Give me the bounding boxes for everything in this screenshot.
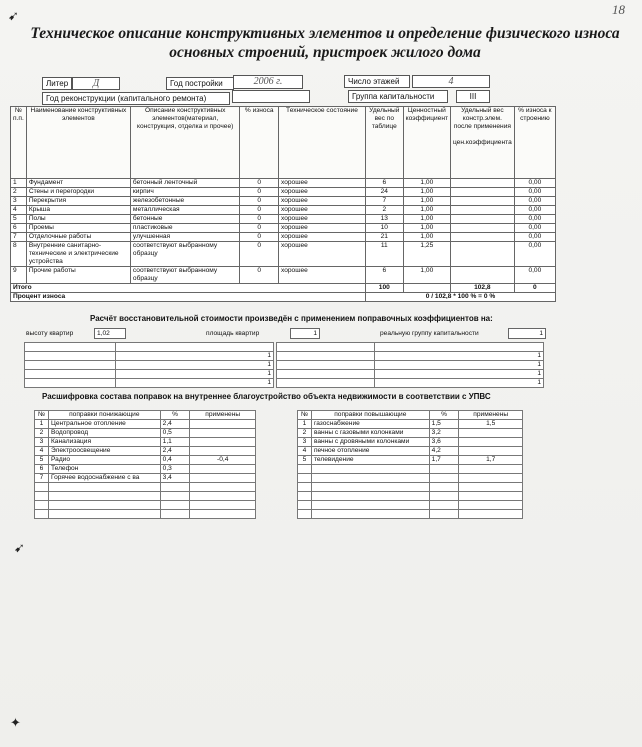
grid-value: 1 [374,370,543,379]
empty-cell [160,510,190,519]
correction-applied: 1,7 [459,456,523,465]
row-state: хорошее [279,267,366,284]
row-num: 7 [11,233,27,242]
empty-cell [190,492,256,501]
correction-name: Центральное отопление [48,420,160,429]
row-coef: 1,00 [403,215,450,224]
empty-cell [35,492,49,501]
row-state: хорошее [279,215,366,224]
list-item [35,429,256,438]
grid-cell [25,379,116,388]
row-wear-building: 0,00 [514,242,555,267]
correction-num: 3 [298,438,312,447]
row-share: 2 [365,206,403,215]
floors-value: 4 [412,75,490,88]
correction-num: 5 [35,456,49,465]
grid-row [277,370,544,379]
list-item [298,447,523,456]
row-description: пластиковые [130,224,240,233]
empty-cell [429,474,459,483]
row-num: 2 [11,188,27,197]
row-share: 13 [365,215,403,224]
row-name: Фундамент [26,179,130,188]
row-description: соответствуют выбранному образцу [130,242,240,267]
correction-applied [459,438,523,447]
empty-cell [459,510,523,519]
row-coef: 1,00 [403,188,450,197]
grid-value: 1 [374,379,543,388]
correction-applied [459,447,523,456]
list-item [35,438,256,447]
correction-num: 1 [298,420,312,429]
table-row [11,179,556,188]
empty-cell [298,510,312,519]
row-wear: 0 [240,215,279,224]
down-header-num: № [35,411,49,420]
empty-cell [48,501,160,510]
down-header-pct: % [160,411,190,420]
table-row [11,188,556,197]
correction-applied [190,465,256,474]
grid-row [25,361,274,370]
row-description: бетонные [130,215,240,224]
list-item [35,447,256,456]
row-name: Проемы [26,224,130,233]
empty-cell [48,483,160,492]
row-num: 9 [11,267,27,284]
up-header-num: № [298,411,312,420]
list-item [35,465,256,474]
correction-pct: 4,2 [429,447,459,456]
list-item [35,456,256,465]
binder-mark-icon: ➹ [8,8,19,23]
empty-cell [429,510,459,519]
height-label: высоту квартир [26,330,74,337]
row-coef: 1,00 [403,233,450,242]
row-wear: 0 [240,267,279,284]
row-wear-building: 0,00 [514,224,555,233]
list-item [298,429,523,438]
col-header-name: Наименование конструктивных элементов [26,107,130,179]
grid-row [25,370,274,379]
grid-cell [277,361,375,370]
empty-cell [160,483,190,492]
correction-num: 7 [35,474,49,483]
document-title: Техническое описание конструктивных элементов и определение физического износа основных строений, пристроек жилого дома [30,25,620,61]
row-wear: 0 [240,188,279,197]
row-state: хорошее [279,224,366,233]
row-share: 11 [365,242,403,267]
correction-num: 5 [298,456,312,465]
correction-applied: 1,5 [459,420,523,429]
correction-name: Водопровод [48,429,160,438]
row-wear: 0 [240,179,279,188]
row-state: хорошее [279,188,366,197]
down-header-name: поправки понижающие [48,411,160,420]
group-value: 1 [508,328,546,339]
empty-cell [459,483,523,492]
correction-applied [459,429,523,438]
col-header-num: № п.п. [11,107,27,179]
corrections-title: Расшифровка состава поправок на внутреннее благоустройство объекта недвижимости в соответствии с УПВС [42,392,491,401]
row-wear-building: 0,00 [514,215,555,224]
empty-cell [311,483,429,492]
row-state: хорошее [279,233,366,242]
list-item [298,501,523,510]
empty-cell [429,492,459,501]
grid-row [277,379,544,388]
table-row [11,197,556,206]
empty-cell [48,492,160,501]
grid-cell [116,343,274,352]
row-name: Крыша [26,206,130,215]
correction-applied [190,474,256,483]
correction-num: 6 [35,465,49,474]
up-corrections-table [297,410,523,519]
row-description: соответствуют выбранному образцу [130,267,240,284]
row-num: 8 [11,242,27,267]
col-header-description: Описание конструктивных элементов(материал, конструкция, отделка и прочее) [130,107,240,179]
empty-cell [35,483,49,492]
row-num: 3 [11,197,27,206]
row-state: хорошее [279,242,366,267]
row-name: Перекрытия [26,197,130,206]
correction-applied [190,438,256,447]
recalc-right-grid [276,342,544,388]
table-row [11,206,556,215]
empty-cell [298,492,312,501]
correction-pct: 1,7 [429,456,459,465]
row-share-after [450,233,514,242]
correction-applied [190,420,256,429]
correction-pct: 0,5 [160,429,190,438]
col-header-wear: % износа [240,107,279,179]
correction-pct: 3,6 [429,438,459,447]
up-header-name: поправки повышающие [311,411,429,420]
recalc-title: Расчёт восстановительной стоимости произведён с применением поправочных коэффициентов на: [90,314,493,323]
correction-pct: 0,4 [160,456,190,465]
empty-cell [311,510,429,519]
table-row [11,267,556,284]
binder-mark-icon: ✦ [10,715,21,730]
grid-row [277,361,544,370]
row-share-after [450,179,514,188]
correction-pct: 3,2 [429,429,459,438]
grid-row [25,379,274,388]
col-header-share-after: Удельный вес констр.элем. после применения цен.коэффициента [450,107,514,179]
total-wear: 0 [514,284,555,293]
correction-name: ванны с газовыми колонками [311,429,429,438]
correction-name: ванны с дровяными колонками [311,438,429,447]
empty-cell [429,465,459,474]
row-share: 7 [365,197,403,206]
empty-cell [429,501,459,510]
empty-cell [311,465,429,474]
grid-cell [25,370,116,379]
up-header-applied: применены [459,411,523,420]
year-value: 2006 г. [233,75,303,89]
correction-pct: 2,4 [160,447,190,456]
grid-cell [25,352,116,361]
correction-name: Радио [48,456,160,465]
row-description: металлическая [130,206,240,215]
row-name: Стены и перегородки [26,188,130,197]
capital-group-label: Группа капитальности [348,90,448,103]
grid-value: 1 [374,352,543,361]
correction-pct: 1,5 [429,420,459,429]
correction-num: 2 [298,429,312,438]
correction-name: Канализация [48,438,160,447]
year-label: Год постройки [166,77,234,90]
correction-name: Горячее водоснабжение с ва [48,474,160,483]
grid-row [25,352,274,361]
grid-cell [277,352,375,361]
row-wear-building: 0,00 [514,197,555,206]
empty-cell [190,483,256,492]
area-value: 1 [290,328,320,339]
row-share-after [450,188,514,197]
reconstruction-value [232,90,310,103]
correction-num: 4 [35,447,49,456]
row-state: хорошее [279,197,366,206]
list-item [298,438,523,447]
empty-cell [298,465,312,474]
wear-percent-formula: 0 / 102,8 * 100 % = 0 % [365,293,555,302]
table-row [11,215,556,224]
list-item [35,501,256,510]
list-item [298,492,523,501]
row-share: 21 [365,233,403,242]
grid-cell [277,370,375,379]
correction-applied [190,447,256,456]
row-coef: 1,25 [403,242,450,267]
total-share: 100 [365,284,403,293]
up-header-pct: % [429,411,459,420]
recalc-left-grid [24,342,274,388]
row-share: 6 [365,179,403,188]
correction-num: 3 [35,438,49,447]
grid-row [277,343,544,352]
grid-cell [374,343,543,352]
row-coef: 1,00 [403,224,450,233]
empty-cell [311,492,429,501]
table-row [11,233,556,242]
row-coef: 1,00 [403,179,450,188]
empty-cell [459,474,523,483]
correction-name: Телефон [48,465,160,474]
total-label: Итого [11,284,366,293]
down-corrections-table [34,410,256,519]
total-share-after: 102,8 [450,284,514,293]
grid-value: 1 [116,352,274,361]
row-state: хорошее [279,206,366,215]
row-wear-building: 0,00 [514,233,555,242]
empty-cell [160,501,190,510]
row-share: 6 [365,267,403,284]
list-item [298,510,523,519]
empty-cell [298,483,312,492]
row-share-after [450,197,514,206]
height-value: 1,02 [94,328,126,339]
structural-elements-table [10,106,556,302]
down-header-applied: применены [190,411,256,420]
row-share-after [450,224,514,233]
grid-value: 1 [116,370,274,379]
list-item [35,510,256,519]
row-coef: 1,00 [403,267,450,284]
table-row [11,242,556,267]
list-item [298,483,523,492]
grid-cell [277,343,375,352]
liter-label: Литер [42,77,72,90]
correction-applied: -0,4 [190,456,256,465]
empty-cell [459,492,523,501]
row-description: кирпич [130,188,240,197]
capital-group-value: III [456,90,490,103]
row-wear-building: 0,00 [514,179,555,188]
liter-value: Д [72,77,120,90]
row-share-after [450,215,514,224]
grid-cell [25,343,116,352]
row-description: железобетонные [130,197,240,206]
list-item [35,420,256,429]
row-description: бетонный ленточный [130,179,240,188]
correction-applied [190,429,256,438]
list-item [298,456,523,465]
correction-pct: 2,4 [160,420,190,429]
row-num: 5 [11,215,27,224]
col-header-share: Удельный вес по таблице [365,107,403,179]
col-header-wear-building: % износа к строению [514,107,555,179]
row-wear-building: 0,00 [514,206,555,215]
row-coef: 1,00 [403,197,450,206]
empty-cell [48,510,160,519]
row-share-after [450,206,514,215]
list-item [35,474,256,483]
wear-percent-label: Процент износа [11,293,366,302]
col-header-coef: Ценностный коэффициент [403,107,450,179]
reconstruction-label: Год реконструкции (капитального ремонта) [42,92,230,105]
row-wear: 0 [240,224,279,233]
row-name: Прочие работы [26,267,130,284]
floors-label: Число этажей [344,75,410,88]
grid-cell [277,379,375,388]
row-wear: 0 [240,242,279,267]
empty-cell [311,501,429,510]
correction-num: 1 [35,420,49,429]
row-coef: 1,00 [403,206,450,215]
row-share: 10 [365,224,403,233]
empty-cell [160,492,190,501]
grid-row [25,343,274,352]
row-state: хорошее [279,179,366,188]
row-wear-building: 0,00 [514,188,555,197]
correction-num: 4 [298,447,312,456]
row-name: Отделочные работы [26,233,130,242]
empty-cell [459,501,523,510]
grid-cell [25,361,116,370]
correction-pct: 1,1 [160,438,190,447]
row-num: 1 [11,179,27,188]
row-share-after [450,267,514,284]
list-item [298,474,523,483]
row-wear: 0 [240,233,279,242]
empty-cell [190,501,256,510]
page-number: 18 [612,2,625,17]
correction-name: Электроосвещение [48,447,160,456]
empty-cell [298,501,312,510]
row-num: 4 [11,206,27,215]
correction-pct: 0,3 [160,465,190,474]
grid-row [277,352,544,361]
correction-name: газоснабжение [311,420,429,429]
empty-cell [35,510,49,519]
row-num: 6 [11,224,27,233]
group-label: реальную группу капитальности [380,330,479,337]
correction-pct: 3,4 [160,474,190,483]
grid-value: 1 [374,361,543,370]
area-label: площадь квартир [206,330,260,337]
binder-mark-icon: ➹ [14,540,25,555]
correction-name: телевидение [311,456,429,465]
row-share-after [450,242,514,267]
row-wear: 0 [240,206,279,215]
grid-value: 1 [116,361,274,370]
empty-cell [429,483,459,492]
empty-cell [459,465,523,474]
list-item [298,465,523,474]
correction-num: 2 [35,429,49,438]
row-wear-building: 0,00 [514,267,555,284]
empty-cell [35,501,49,510]
list-item [35,492,256,501]
row-share: 24 [365,188,403,197]
list-item [298,420,523,429]
table-row [11,224,556,233]
grid-value: 1 [116,379,274,388]
list-item [35,483,256,492]
empty-cell [311,474,429,483]
row-name: Полы [26,215,130,224]
row-wear: 0 [240,197,279,206]
row-name: Внутренние санитарно-технические и электрические устройства [26,242,130,267]
col-header-state: Техническое состояние [279,107,366,179]
empty-cell [190,510,256,519]
correction-name: печное отопление [311,447,429,456]
empty-cell [298,474,312,483]
row-description: улучшенная [130,233,240,242]
